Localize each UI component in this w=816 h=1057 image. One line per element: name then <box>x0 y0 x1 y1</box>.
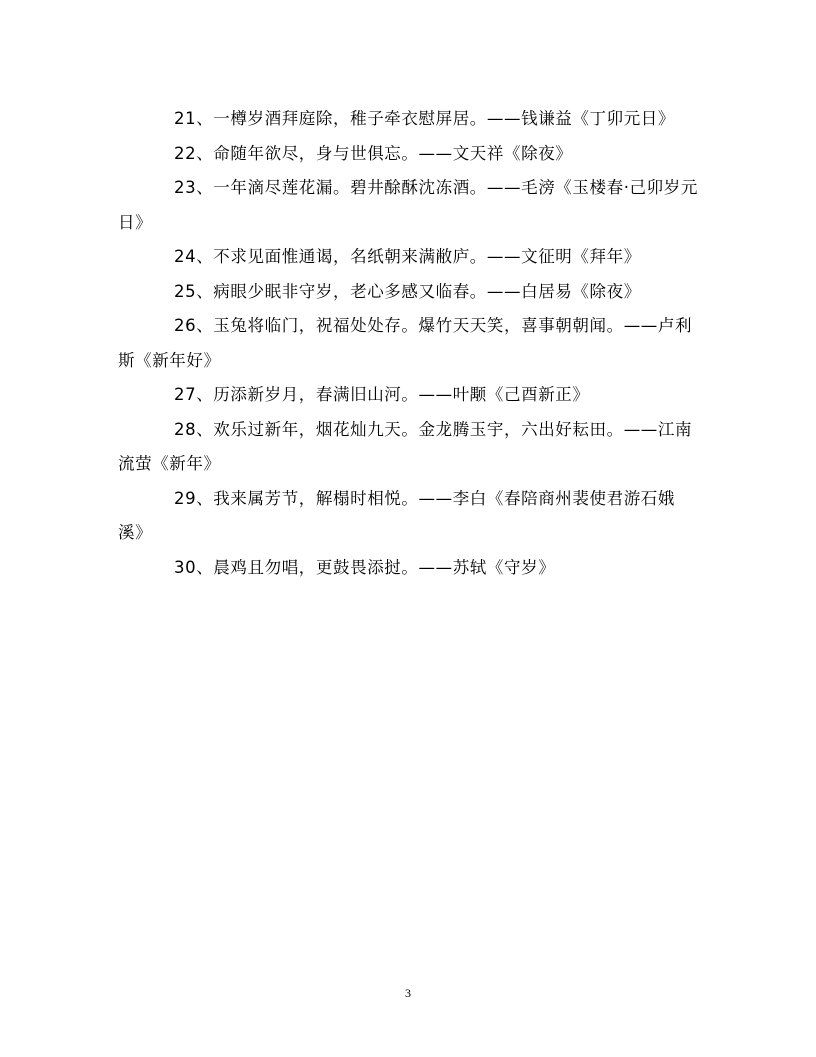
quote-line-25: 25、病眼少眠非守岁，老心多感又临春。——白居易《除夜》 <box>174 281 641 301</box>
quote-line-30: 30、晨鸡且勿唱，更鼓畏添挝。——苏轼《守岁》 <box>174 557 556 577</box>
quote-line-22: 22、命随年欲尽，身与世俱忘。——文天祥《除夜》 <box>174 143 573 163</box>
page-number: 3 <box>405 986 411 1000</box>
quote-line-26: 26、玉兔将临门，祝福处处存。爆竹天天笑，喜事朝朝闻。——卢利斯《新年好》 <box>118 316 693 370</box>
quote-line-23: 23、一年滴尽莲花漏。碧井酴酥沈冻酒。——毛滂《玉楼春·己卯岁元日》 <box>118 178 698 232</box>
quote-line-24: 24、不求见面惟通谒，名纸朝来满敝庐。——文征明《拜年》 <box>174 247 641 266</box>
poem-quote-list <box>118 102 700 585</box>
quote-line-28: 28、欢乐过新年，烟花灿九天。金龙腾玉宇，六出好耘田。——江南流萤《新年》 <box>118 419 693 473</box>
quote-line-21: 21、一樽岁酒拜庭除，稚子牵衣慰屏居。——钱谦益《丁卯元日》 <box>174 109 675 128</box>
quote-line-27: 27、历添新岁月，春满旧山河。——叶颙《己酉新正》 <box>174 385 590 404</box>
quote-line-29: 29、我来属芳节，解榻时相悦。——李白《春陪商州裴使君游石娥溪》 <box>118 488 675 542</box>
